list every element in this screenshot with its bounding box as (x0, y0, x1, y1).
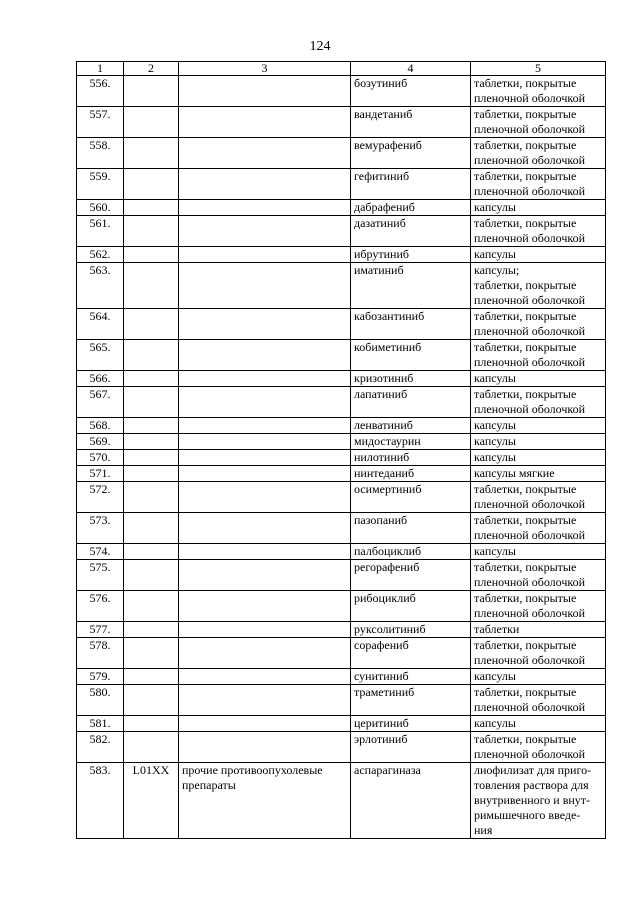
dosage-form: капсулы (471, 200, 606, 216)
atc-code (124, 544, 179, 560)
atc-code (124, 418, 179, 434)
row-number: 578. (77, 638, 124, 669)
drug-name: церитиниб (351, 716, 471, 732)
table-row (77, 591, 606, 622)
table-row (77, 763, 606, 839)
table-row (77, 544, 606, 560)
table-row (77, 560, 606, 591)
row-number: 560. (77, 200, 124, 216)
drug-group (179, 685, 351, 716)
atc-code (124, 638, 179, 669)
table-row (77, 716, 606, 732)
drug-group (179, 76, 351, 107)
table-row (77, 513, 606, 544)
dosage-form: таблетки, покрытые пленочной оболочкой (471, 638, 606, 669)
drug-name: эрлотиниб (351, 732, 471, 763)
row-number: 582. (77, 732, 124, 763)
drug-name: нинтеданиб (351, 466, 471, 482)
drug-name: регорафениб (351, 560, 471, 591)
drug-group (179, 513, 351, 544)
drug-group (179, 247, 351, 263)
dosage-form: таблетки, покрытые пленочной оболочкой (471, 107, 606, 138)
dosage-form: таблетки, покрытые пленочной оболочкой (471, 387, 606, 418)
drug-name: руксолитиниб (351, 622, 471, 638)
dosage-form: таблетки, покрытые пленочной оболочкой (471, 685, 606, 716)
drug-group (179, 387, 351, 418)
drug-group (179, 638, 351, 669)
drug-group (179, 466, 351, 482)
row-number: 569. (77, 434, 124, 450)
drug-name: бозутиниб (351, 76, 471, 107)
atc-code (124, 371, 179, 387)
table-row (77, 340, 606, 371)
column-header: 5 (471, 62, 606, 76)
drug-group (179, 340, 351, 371)
atc-code (124, 76, 179, 107)
row-number: 559. (77, 169, 124, 200)
atc-code (124, 716, 179, 732)
drug-name: вемурафениб (351, 138, 471, 169)
table-row (77, 482, 606, 513)
dosage-form: таблетки, покрытые пленочной оболочкой (471, 138, 606, 169)
column-header: 4 (351, 62, 471, 76)
dosage-form: таблетки, покрытые пленочной оболочкой (471, 591, 606, 622)
table-row (77, 638, 606, 669)
row-number: 577. (77, 622, 124, 638)
dosage-form: капсулы (471, 544, 606, 560)
dosage-form: капсулы мягкие (471, 466, 606, 482)
atc-code (124, 434, 179, 450)
table-body (77, 76, 606, 839)
row-number: 565. (77, 340, 124, 371)
atc-code (124, 247, 179, 263)
table-row (77, 622, 606, 638)
drug-group (179, 371, 351, 387)
drug-group (179, 418, 351, 434)
atc-code (124, 309, 179, 340)
table-row (77, 685, 606, 716)
table-row (77, 466, 606, 482)
table-row (77, 263, 606, 309)
page-number: 124 (309, 39, 331, 54)
atc-code (124, 622, 179, 638)
drug-name: осимертиниб (351, 482, 471, 513)
dosage-form: таблетки, покрытые пленочной оболочкой (471, 76, 606, 107)
table-header-row (77, 62, 606, 76)
row-number: 576. (77, 591, 124, 622)
dosage-form: лиофилизат для приго- товления раствора для внутривенного и внут- римышечного введе- ния (471, 763, 606, 839)
drug-name: сунитиниб (351, 669, 471, 685)
dosage-form: таблетки, покрытые пленочной оболочкой (471, 732, 606, 763)
row-number: 579. (77, 669, 124, 685)
table-row (77, 138, 606, 169)
dosage-form: капсулы (471, 450, 606, 466)
atc-code (124, 340, 179, 371)
dosage-form: капсулы (471, 371, 606, 387)
table-row (77, 387, 606, 418)
drug-name: траметиниб (351, 685, 471, 716)
table-row (77, 434, 606, 450)
drug-group (179, 263, 351, 309)
row-number: 572. (77, 482, 124, 513)
row-number: 575. (77, 560, 124, 591)
atc-code (124, 200, 179, 216)
drug-group (179, 200, 351, 216)
dosage-form: таблетки, покрытые пленочной оболочкой (471, 340, 606, 371)
drug-group (179, 560, 351, 591)
row-number: 583. (77, 763, 124, 839)
table-row (77, 450, 606, 466)
drug-name: вандетаниб (351, 107, 471, 138)
row-number: 573. (77, 513, 124, 544)
column-header: 2 (124, 62, 179, 76)
row-number: 571. (77, 466, 124, 482)
drug-name: гефитиниб (351, 169, 471, 200)
atc-code: L01XX (124, 763, 179, 839)
table-row (77, 418, 606, 434)
drug-group (179, 138, 351, 169)
dosage-form: капсулы (471, 716, 606, 732)
table-row (77, 669, 606, 685)
drug-name: кабозантиниб (351, 309, 471, 340)
dosage-form: капсулы (471, 434, 606, 450)
drug-name: пазопаниб (351, 513, 471, 544)
row-number: 581. (77, 716, 124, 732)
drug-group (179, 544, 351, 560)
dosage-form: таблетки, покрытые пленочной оболочкой (471, 513, 606, 544)
drug-name: иматиниб (351, 263, 471, 309)
drug-name: ибрутиниб (351, 247, 471, 263)
drug-name: рибоциклиб (351, 591, 471, 622)
row-number: 567. (77, 387, 124, 418)
row-number: 570. (77, 450, 124, 466)
drug-group (179, 669, 351, 685)
drug-name: нилотиниб (351, 450, 471, 466)
table-row (77, 732, 606, 763)
drug-group: прочие противоопухолевые препараты (179, 763, 351, 839)
row-number: 574. (77, 544, 124, 560)
drug-group (179, 450, 351, 466)
row-number: 566. (77, 371, 124, 387)
drug-group (179, 622, 351, 638)
dosage-form: капсулы (471, 247, 606, 263)
atc-code (124, 685, 179, 716)
atc-code (124, 560, 179, 591)
drug-name: лапатиниб (351, 387, 471, 418)
drug-group (179, 216, 351, 247)
table-row (77, 309, 606, 340)
table-row (77, 200, 606, 216)
atc-code (124, 591, 179, 622)
table-row (77, 216, 606, 247)
atc-code (124, 138, 179, 169)
atc-code (124, 513, 179, 544)
table-row (77, 169, 606, 200)
drug-group (179, 482, 351, 513)
atc-code (124, 169, 179, 200)
row-number: 564. (77, 309, 124, 340)
dosage-form: таблетки, покрытые пленочной оболочкой (471, 216, 606, 247)
row-number: 558. (77, 138, 124, 169)
drug-name: дабрафениб (351, 200, 471, 216)
drug-group (179, 107, 351, 138)
atc-code (124, 466, 179, 482)
dosage-form: таблетки, покрытые пленочной оболочкой (471, 560, 606, 591)
row-number: 580. (77, 685, 124, 716)
drug-name: сорафениб (351, 638, 471, 669)
row-number: 561. (77, 216, 124, 247)
table-row (77, 107, 606, 138)
dosage-form: таблетки (471, 622, 606, 638)
drug-group (179, 591, 351, 622)
atc-code (124, 263, 179, 309)
drug-group (179, 434, 351, 450)
drug-name: мидостаурин (351, 434, 471, 450)
row-number: 563. (77, 263, 124, 309)
drug-name: аспарагиназа (351, 763, 471, 839)
table-row (77, 76, 606, 107)
atc-code (124, 450, 179, 466)
dosage-form: капсулы (471, 418, 606, 434)
drug-group (179, 716, 351, 732)
drug-name: палбоциклиб (351, 544, 471, 560)
drug-table (76, 61, 606, 839)
dosage-form: таблетки, покрытые пленочной оболочкой (471, 482, 606, 513)
dosage-form: таблетки, покрытые пленочной оболочкой (471, 309, 606, 340)
row-number: 557. (77, 107, 124, 138)
column-header: 3 (179, 62, 351, 76)
column-header: 1 (77, 62, 124, 76)
atc-code (124, 216, 179, 247)
row-number: 562. (77, 247, 124, 263)
dosage-form: капсулы; таблетки, покрытые пленочной оболочкой (471, 263, 606, 309)
row-number: 556. (77, 76, 124, 107)
table-row (77, 371, 606, 387)
drug-name: кризотиниб (351, 371, 471, 387)
row-number: 568. (77, 418, 124, 434)
drug-name: кобиметиниб (351, 340, 471, 371)
drug-group (179, 732, 351, 763)
drug-group (179, 309, 351, 340)
drug-name: дазатиниб (351, 216, 471, 247)
drug-name: ленватиниб (351, 418, 471, 434)
table-row (77, 247, 606, 263)
atc-code (124, 669, 179, 685)
atc-code (124, 482, 179, 513)
atc-code (124, 387, 179, 418)
atc-code (124, 107, 179, 138)
drug-group (179, 169, 351, 200)
dosage-form: таблетки, покрытые пленочной оболочкой (471, 169, 606, 200)
dosage-form: капсулы (471, 669, 606, 685)
atc-code (124, 732, 179, 763)
